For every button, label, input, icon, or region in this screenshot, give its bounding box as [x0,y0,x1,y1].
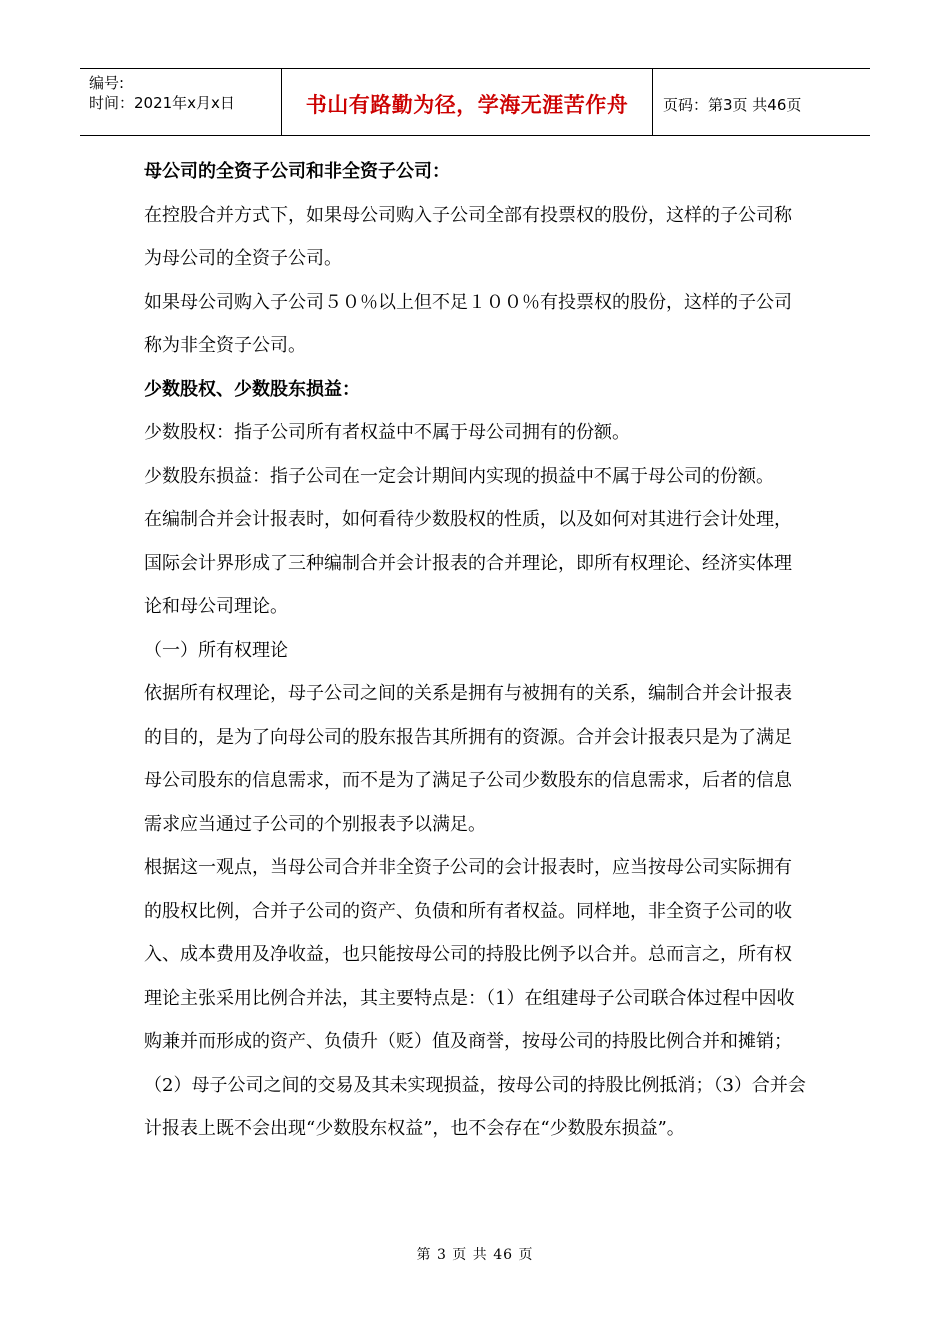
paragraph: 根据这一观点，当母公司合并非全资子公司的会计报表时，应当按母公司实际拥有的股权比例，合并子公司的资产、负债和所有者权益。同样地，非全资子公司的收入、成本费用及净收益，也只能按母公司的持股比例予以合并。总而言之，所有权理论主张采用比例合并法，其主要特点是：（1）在组建母子公司联合体过程中因收购兼并而形成的资产、负债升（贬）值及商誉，按母公司的持股比例合并和摊销；（2）母子公司之间的交易及其未实现损益，按母公司的持股比例抵消；（3）合并会计报表上既不会出现“少数股东权益”，也不会存在“少数股东损益”。 [144,857,806,1139]
section-heading: 母公司的全资子公司和非全资子公司： [144,161,450,182]
paragraph: 少数股权：指子公司所有者权益中不属于母公司拥有的份额。 [144,422,630,443]
motto-text: 书山有路勤为径，学海无涯苦作舟 [305,93,629,117]
paragraph: 在控股合并方式下，如果母公司购入子公司全部有投票权的股份，这样的子公司称为母公司的全资子公司。 [144,204,792,269]
page-footer [0,1244,950,1264]
page-info-text: 页码：第3页 共46页 [663,95,802,114]
section-heading: 少数股权、少数股东损益： [144,378,360,400]
page-header [80,68,870,136]
number-label: 编号: [89,74,125,92]
paragraph: 依据所有权理论，母子公司之间的关系是拥有与被拥有的关系，编制合并会计报表的目的，是为了向母公司的股东报告其所拥有的资源。合并会计报表只是为了满足母公司股东的信息需求，而不是为了满足子公司少数股东的信息需求，后者的信息需求应当通过子公司的个别报表予以满足。 [144,683,792,835]
footer-page-number: 第 3 页 共 46 页 [416,1247,534,1263]
header-meta [80,69,282,135]
subsection-title: （一）所有权理论 [144,639,288,661]
paragraph: 少数股东损益：指子公司在一定会计期间内实现的损益中不属于母公司的份额。 [144,465,774,487]
header-motto [282,69,653,135]
document-body [144,150,809,1151]
time-label: 时间：2021年x月x日 [89,94,235,112]
paragraph: 在编制合并会计报表时，如何看待少数股权的性质，以及如何对其进行会计处理，国际会计界形成了三种编制合并会计报表的合并理论，即所有权理论、经济实体理论和母公司理论。 [144,509,792,617]
header-page-info [653,69,870,135]
paragraph: 如果母公司购入子公司５０％以上但不足１００％有投票权的股份，这样的子公司称为非全资子公司。 [144,291,792,356]
